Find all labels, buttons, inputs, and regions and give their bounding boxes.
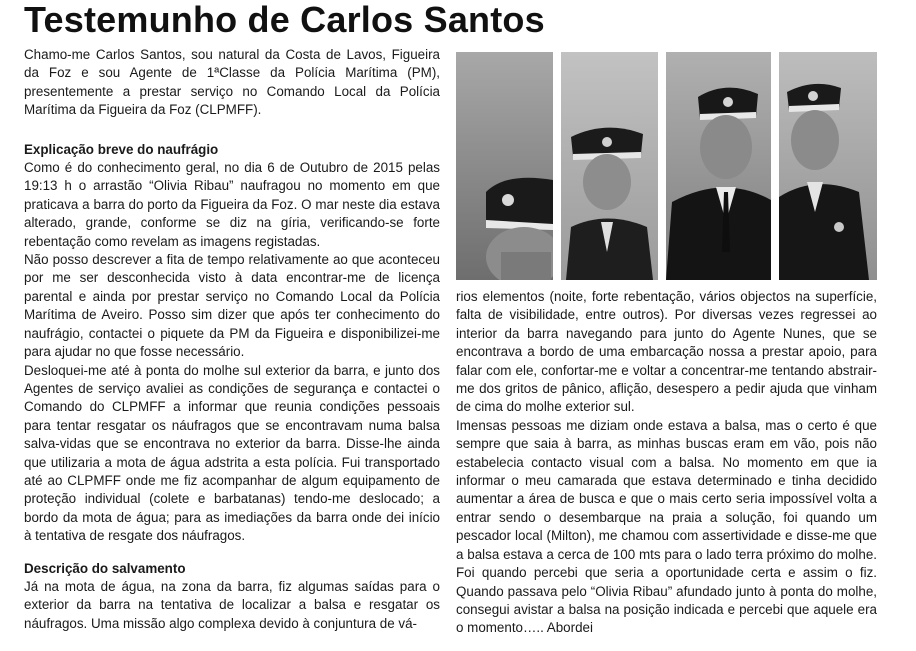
photo-strip [456,52,877,280]
section-heading-explanation: Explicação breve do naufrágio [24,141,219,157]
paragraph: Desloquei-me até à ponta do molhe sul exterior da barra, e junto dos Agentes de serviço avaliei as condições de segurança e contactei o Comando do CLPMFF a informar que reunia condições pessoais para tentar resgatar os náufragos que se encontravam numa balsa salva-vidas que se encontrava no exterior da barra. Disse-lhe ainda que utilizaria a mota de água adstrita a esta polícia. Fui transportado até ao CLPMFF onde me fiz acompanhar de algum equipamento de proteção individual (colete e barbatanas) tendo-me deslocado; a bordo da mota de água; para as imediações da barra onde dei início à tentativa de resgate dos náufragos. [24,362,440,544]
intro-paragraph: Chamo-me Carlos Santos, sou natural da Costa de Lavos, Figueira da Foz e sou Agente de 1ªClasse da Polícia Marítima (PM), presentemente a prestar serviço no Comando Local da Polícia Marítima da Figueira da Foz (CLPMFF). [24,47,440,118]
photo-officer-2 [561,52,658,280]
section-heading-rescue: Descrição do salvamento [24,560,186,576]
paragraph: Já na mota de água, na zona da barra, fiz algumas saídas para o exterior da barra na tentativa de localizar a balsa e resgatar os náufragos. Uma missão algo complexa devido à conjuntura de vá- [24,578,440,631]
paragraph: Como é do conhecimento geral, no dia 6 de Outubro de 2015 pelas 19:13 h o arrastão “Olivia Ribau” naufragou no momento em que praticava a barra do porto da Figueira da Foz. O mar neste dia estava alterado, grande, conforme se diz na gíria, verificando-se forte rebentação como revelam as imagens registadas. [24,160,440,249]
photo-officer-3 [666,52,771,280]
paragraph: rios elementos (noite, forte rebentação, vários objectos na superfície, falta de visibilidade, entre outros). Por diversas vezes regressei ao interior da barra navegando para junto do Agente Nunes, que se encontrava a bordo de uma embarcação nossa a prestar apoio, para falar com ele, confortar-me e voltar a concentrar-me tentando abstrair-me dos gritos de pânico, aflição, desespero a pedir ajuda que vinham de cima do molhe exterior sul. [456,289,877,415]
photo-officer-1 [456,52,553,280]
right-column [456,288,877,638]
article-title: Testemunho de Carlos Santos [24,0,545,40]
paragraph: Imensas pessoas me diziam onde estava a balsa, mas o certo é que sempre que saia à barra, as minhas buscas eram em vão, pois não estabelecia contacto visual com a balsa. No momento em que ia informar o meu camarada que estava determinado e tinha decidido aumentar a área de busca e que o mais certo seria impossível volta a entrar sendo o desembarque na praia a solução, foi quando um pescador local (Milton), me chamou com assertividade e disse-me que a balsa estava a cerca de 100 mts para o lado terra próximo do molhe. Foi quando percebi que seria a oportunidade certa e assim o fiz. Quando passava pelo “Olivia Ribau” afundado junto à ponta do molhe, consegui avistar a balsa na posição indicada e percebi que aquele era o momento….. Abordei [456,417,877,636]
paragraph: Não posso descrever a fita de tempo relativamente ao que aconteceu por me ser desconhecida visto à data encontrar-me de licença parental e ainda por prestar serviço no Comando Local da Polícia Marítima de Aveiro. Posso sim dizer que após ter conhecimento do naufrágio, contactei o piquete da PM da Figueira e disponibilizei-me para ajudar no que fosse necessário. [24,252,440,360]
left-column [24,46,440,633]
photo-officer-4 [779,52,877,280]
